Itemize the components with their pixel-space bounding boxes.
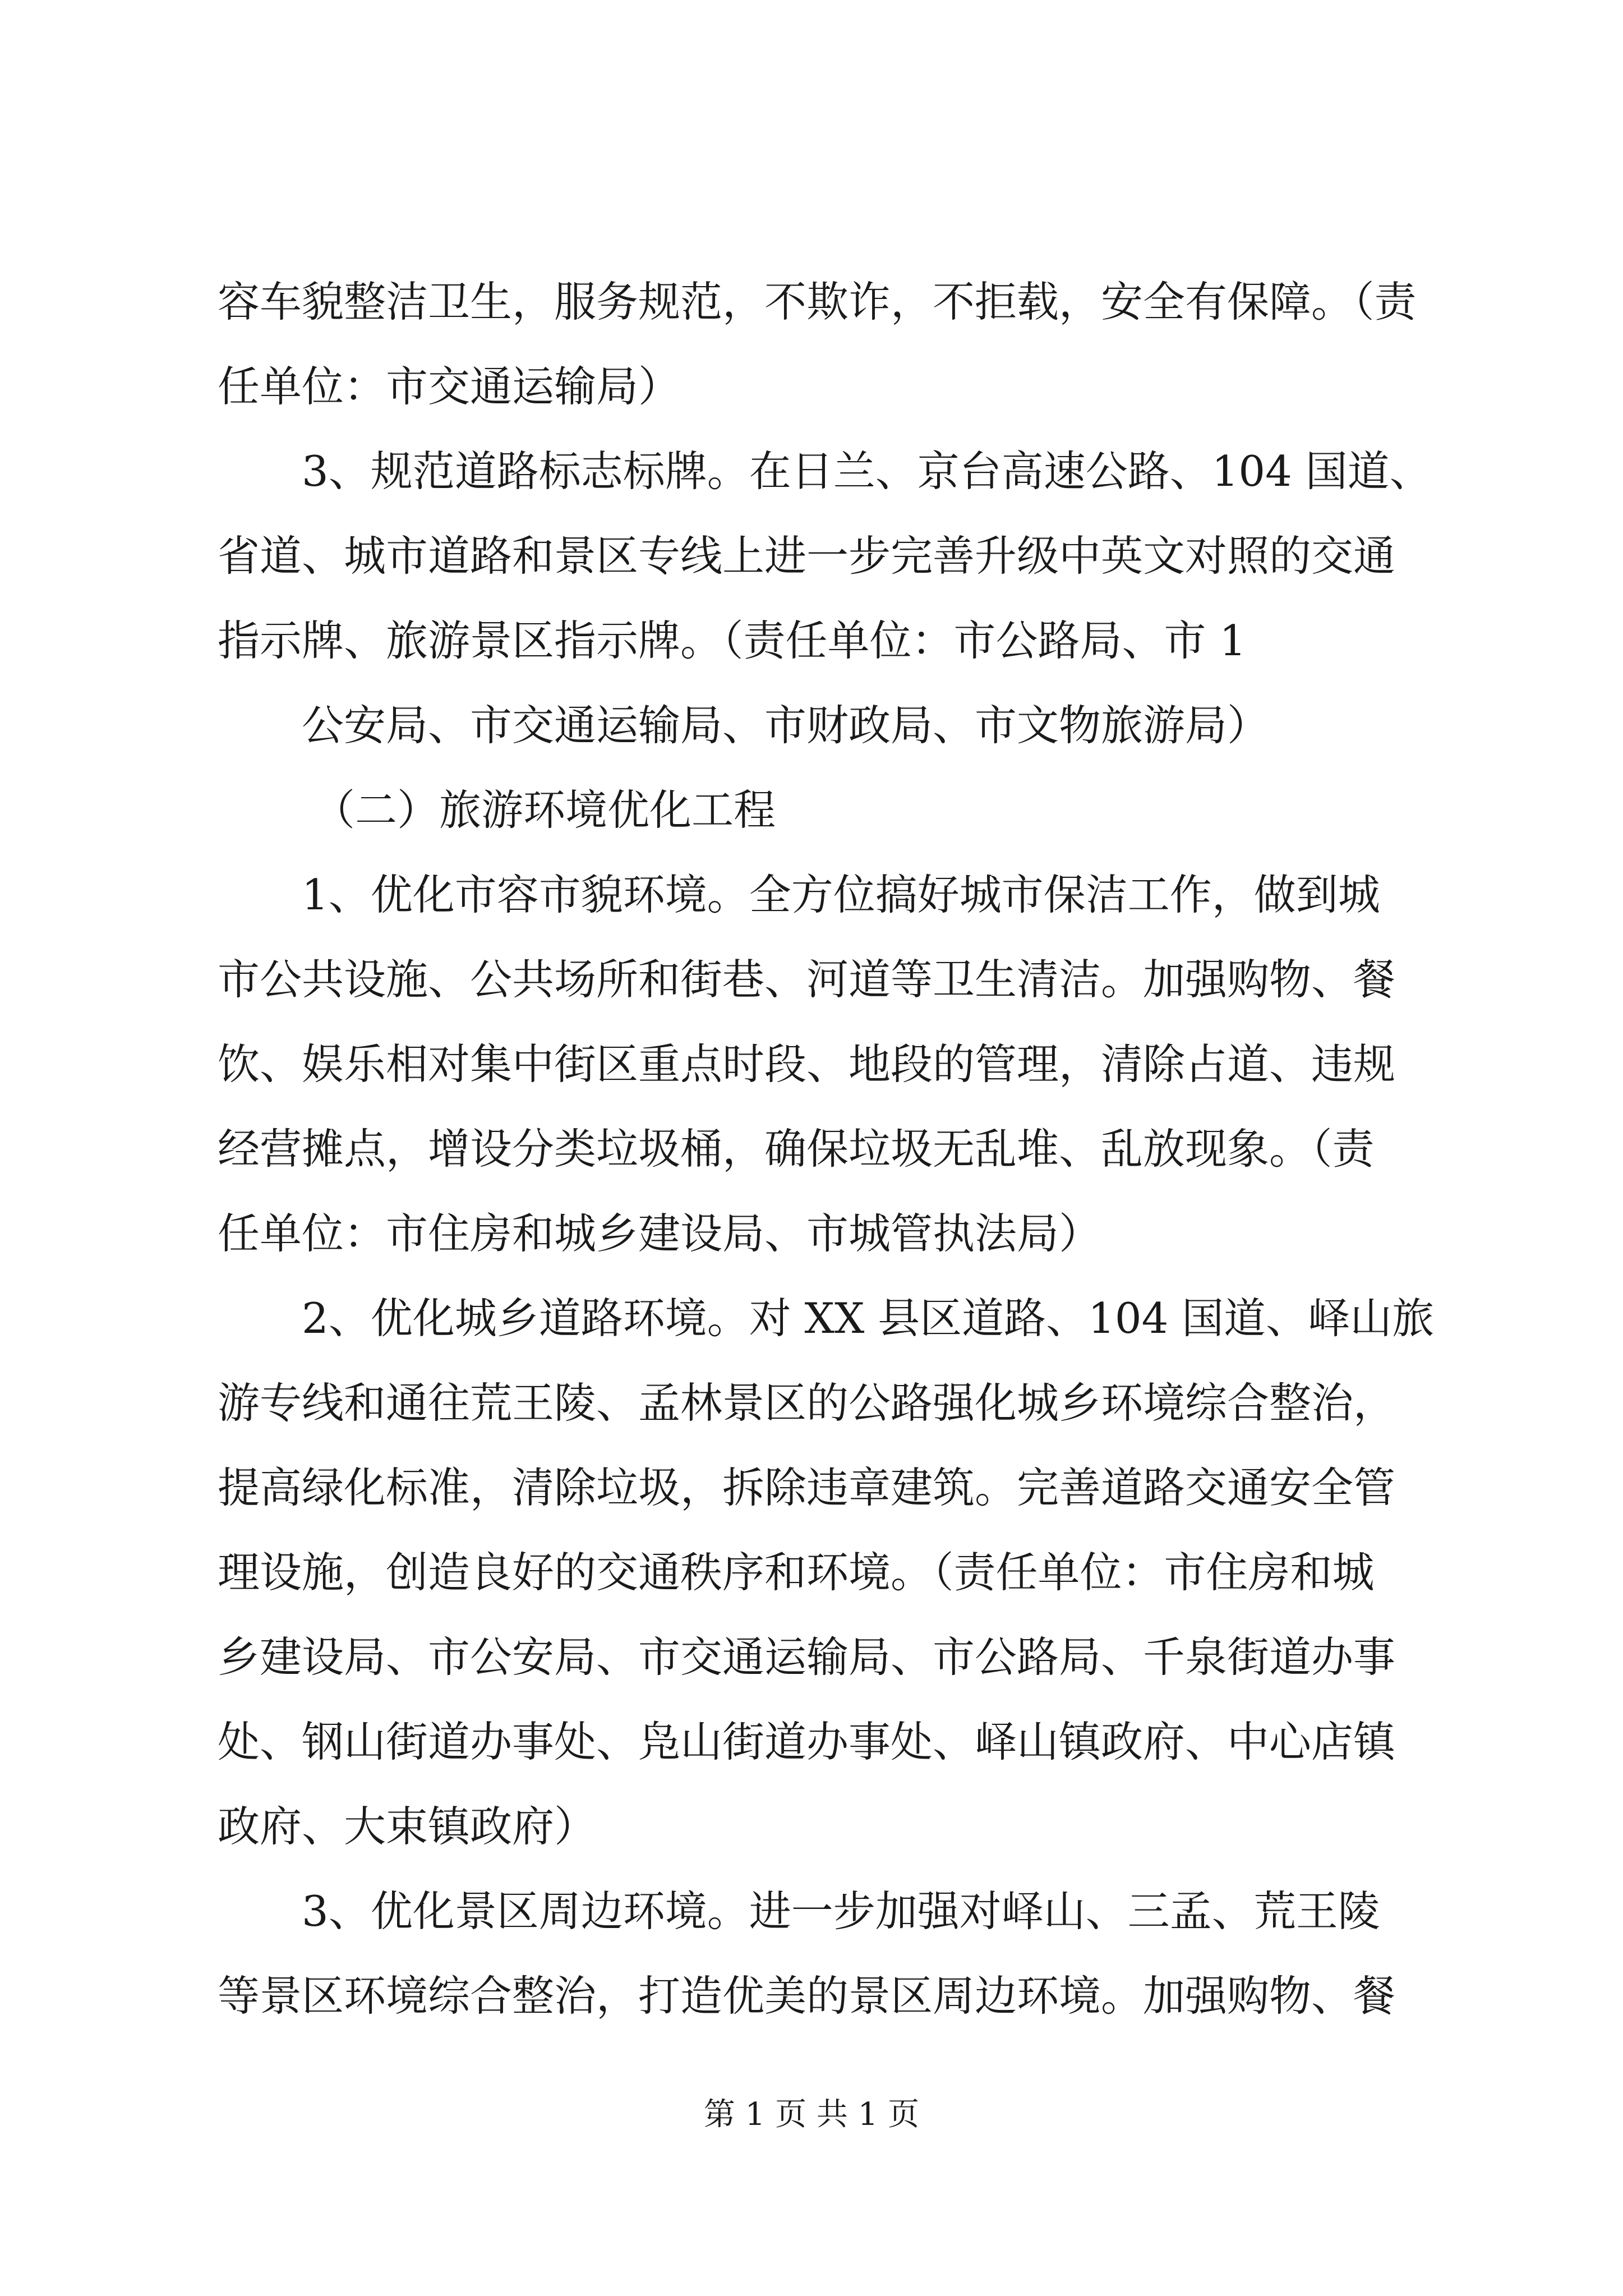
- text-line: 市公共设施、公共场所和街巷、河道等卫生清洁。加强购物、餐: [218, 955, 1396, 1004]
- text-line: 游专线和通往荒王陵、孟林景区的公路强化城乡环境综合整治，: [218, 1378, 1396, 1428]
- text-line: 1、优化市容市貌环境。全方位搞好城市保洁工作，做到城: [302, 870, 1380, 919]
- page-number-label: 第 1 页 共 1 页: [703, 2096, 920, 2133]
- document-body: [218, 260, 1435, 2039]
- text-line: 省道、城市道路和景区专线上进一步完善升级中英文对照的交通: [218, 531, 1396, 581]
- text-line: 经营摊点，增设分类垃圾桶，确保垃圾无乱堆、乱放现象。（责: [218, 1124, 1375, 1174]
- text-line: 提高绿化标准，清除垃圾，拆除违章建筑。完善道路交通安全管: [218, 1463, 1396, 1512]
- text-line: 2、优化城乡道路环境。对 XX 县区道路、104 国道、峄山旅: [302, 1294, 1435, 1343]
- text-line: 理设施，创造良好的交通秩序和环境。（责任单位：市住房和城: [218, 1548, 1375, 1597]
- text-line: 饮、娱乐相对集中街区重点时段、地段的管理，清除占道、违规: [218, 1039, 1396, 1089]
- text-line: 公安局、市交通运输局、市财政局、市文物旅游局）: [302, 701, 1270, 750]
- text-line: 政府、大束镇政府）: [218, 1802, 597, 1851]
- section-heading: （二）旅游环境优化工程: [313, 785, 776, 835]
- page-footer: [0, 2092, 1623, 2137]
- text-line: 容车貌整洁卫生，服务规范，不欺诈，不拒载，安全有保障。（责: [218, 277, 1417, 326]
- text-line: 任单位：市交通运输局）: [218, 362, 681, 411]
- text-line: 任单位：市住房和城乡建设局、市城管执法局）: [218, 1209, 1101, 1258]
- text-line: 3、优化景区周边环境。进一步加强对峄山、三孟、荒王陵: [302, 1887, 1380, 1936]
- text-line: 等景区环境综合整治，打造优美的景区周边环境。加强购物、餐: [218, 1971, 1396, 2021]
- text-line: 乡建设局、市公安局、市交通运输局、市公路局、千泉街道办事: [218, 1632, 1396, 1682]
- text-line: 指示牌、旅游景区指示牌。（责任单位：市公路局、市 1: [218, 616, 1247, 665]
- text-line: 处、钢山街道办事处、凫山街道办事处、峄山镇政府、中心店镇: [218, 1717, 1396, 1766]
- text-line: 3、规范道路标志标牌。在日兰、京台高速公路、104 国道、: [302, 447, 1432, 496]
